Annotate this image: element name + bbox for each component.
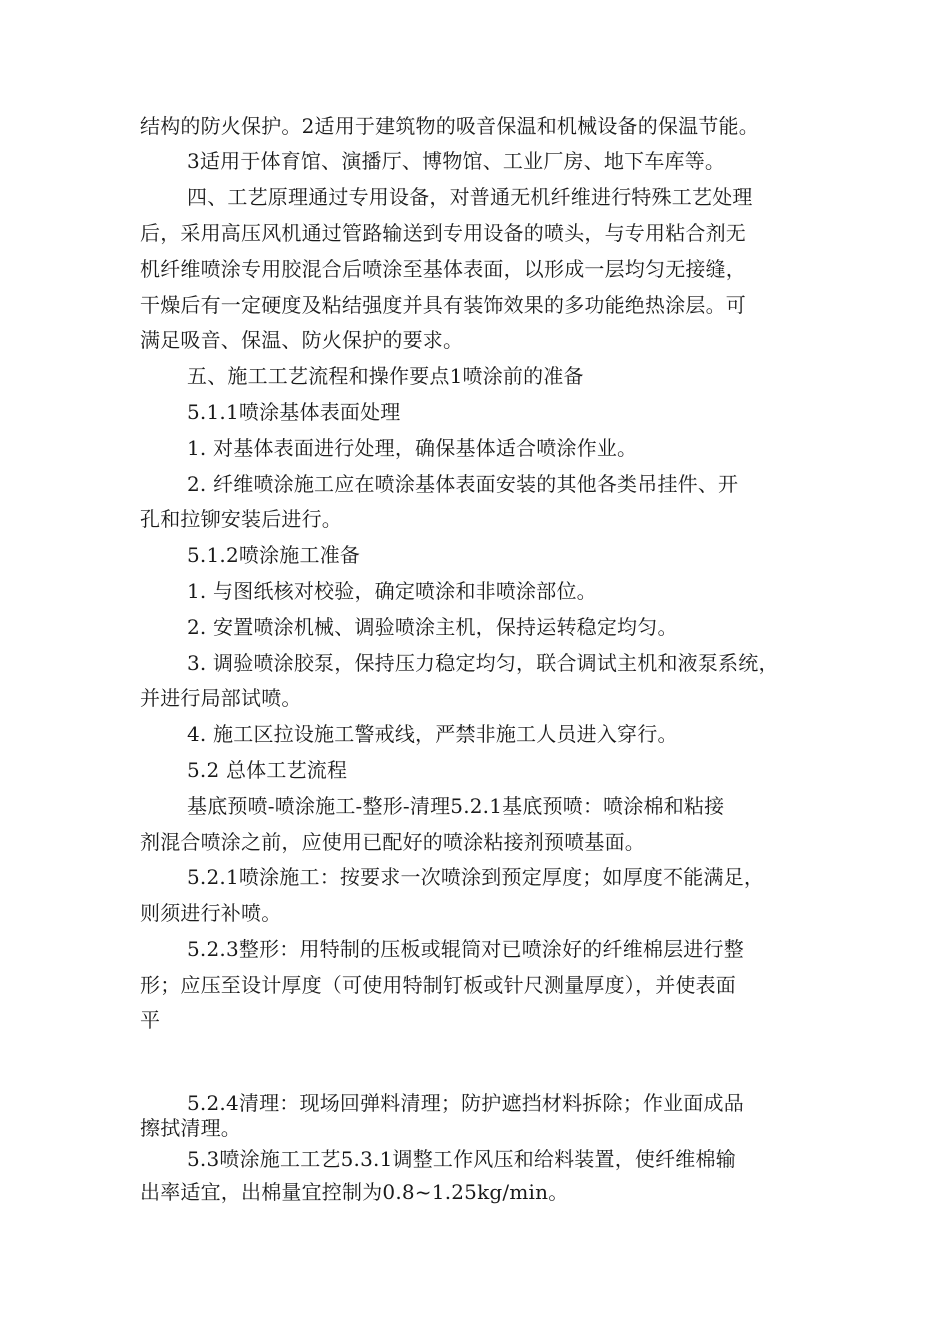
text-line: 满足吸音、保温、防火保护的要求。	[140, 328, 464, 352]
text-line: 干燥后有一定硬度及粘结强度并具有装饰效果的多功能绝热涂层。可	[140, 293, 746, 317]
text-line: 后，采用高压风机通过管路输送到专用设备的喷头，与专用粘合剂无	[140, 221, 746, 245]
text-line: 结构的防火保护。2适用于建筑物的吸音保温和机械设备的保温节能。	[140, 114, 759, 138]
text-line: 5.3喷涂施工工艺5.3.1调整工作风压和给料装置，使纤维棉输	[187, 1147, 736, 1171]
text-line: 剂混合喷涂之前，应使用已配好的喷涂粘接剂预喷基面。	[140, 830, 645, 854]
text-line: 平	[140, 1008, 161, 1032]
text-line: 3适用于体育馆、演播厅、博物馆、工业厂房、地下车库等。	[187, 149, 726, 173]
text-line: 2. 纤维喷涂施工应在喷涂基体表面安装的其他各类吊挂件、开	[187, 472, 739, 496]
text-line: 5.1.2喷涂施工准备	[187, 543, 361, 567]
text-line: 1. 与图纸核对校验，确定喷涂和非喷涂部位。	[187, 579, 597, 603]
text-line: 5.2 总体工艺流程	[187, 758, 348, 782]
text-line: 机纤维喷涂专用胶混合后喷涂至基体表面，以形成一层均匀无接缝，	[140, 257, 746, 281]
text-line: 形；应压至设计厚度（可使用特制钉板或针尺测量厚度），并使表面	[140, 973, 736, 997]
text-line: 五、施工工艺流程和操作要点1喷涂前的准备	[187, 364, 584, 388]
text-line: 则须进行补喷。	[140, 901, 282, 925]
text-line: 出率适宜，出棉量宜控制为0.8~1.25kg/min。	[140, 1180, 569, 1204]
text-line: 5.2.3整形：用特制的压板或辊筒对已喷涂好的纤维棉层进行整	[187, 937, 744, 961]
text-line: 3. 调验喷涂胶泵，保持压力稳定均匀，联合调试主机和液泵系统，	[187, 651, 779, 675]
text-line: 2. 安置喷涂机械、调验喷涂主机，保持运转稳定均匀。	[187, 615, 678, 639]
text-line: 基底预喷-喷涂施工-整形-清理5.2.1基底预喷：喷涂棉和粘接	[187, 794, 725, 818]
text-line: 并进行局部试喷。	[140, 686, 302, 710]
text-line: 四、工艺原理通过专用设备，对普通无机纤维进行特殊工艺处理	[187, 185, 753, 209]
text-line: 5.2.1喷涂施工：按要求一次喷涂到预定厚度；如厚度不能满足，	[187, 865, 765, 889]
text-line: 4. 施工区拉设施工警戒线，严禁非施工人员进入穿行。	[187, 722, 678, 746]
text-line: 擦拭清理。	[140, 1116, 241, 1140]
text-line: 5.2.4清理：现场回弹料清理；防护遮挡材料拆除；作业面成品	[187, 1091, 744, 1115]
text-line: 5.1.1喷涂基体表面处理	[187, 400, 401, 424]
text-line: 1. 对基体表面进行处理，确保基体适合喷涂作业。	[187, 436, 638, 460]
text-line: 孔和拉铆安装后进行。	[140, 507, 342, 531]
